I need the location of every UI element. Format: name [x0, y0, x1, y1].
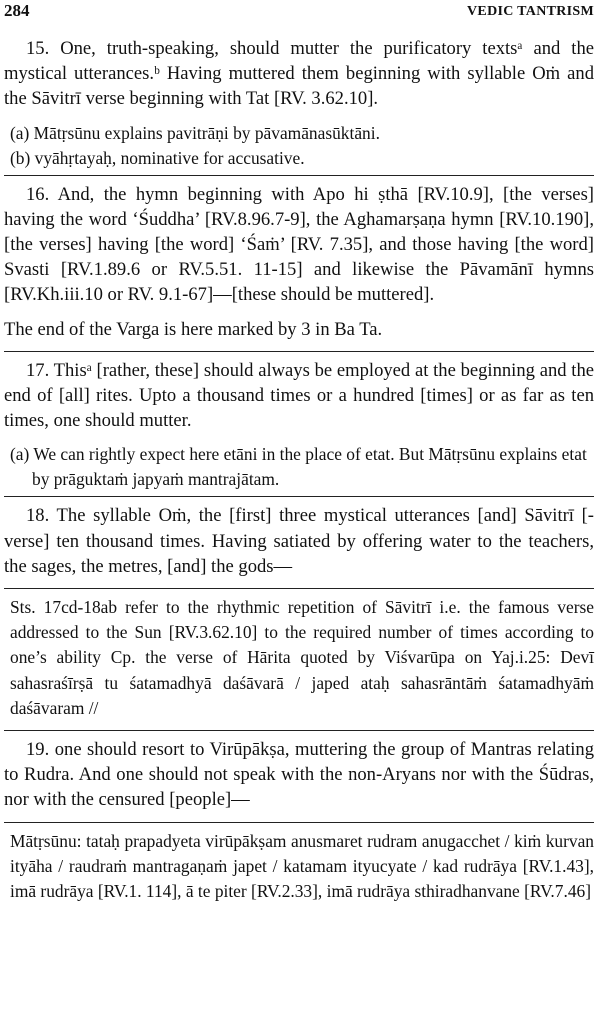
commentary-18: Sts. 17cd-18ab refer to the rhythmic repetition of Sāvitrī i.e. the famous verse addressed to the Sun [RV.3.62.10] to the required number of times according to one’s ability Cp. the verse of Hārita quoted by Viśvarūpa on Yaj.i.25: Devī sahasraśīrṣā tu śatamadhyā daśāvarā / japed ataḥ sahasrāntāṁ śatamadhyāṁ daśāvaram //	[10, 597, 594, 718]
footnote-15b: (b) vyāhṛtayaḥ, nominative for accusative.	[10, 147, 305, 168]
verse-19: 19. one should resort to Virūpākṣa, muttering the group of Mantras relating to Rudra. And one should not speak with the non-Aryans nor with the Śūdras, nor with the censured [people]—	[4, 739, 594, 811]
page-body	[4, 36, 594, 913]
running-title: VEDIC TANTRISM	[467, 4, 594, 19]
verse-15: 15. One, truth-speaking, should mutter the purificatory textsᵃ and the mystical utterances.ᵇ Having muttered them beginning with syllable Oṁ and the Sāvitrī verse beginning with Tat [RV. 3.62.10].	[4, 38, 594, 110]
section-divider	[4, 351, 594, 352]
page-number: 284	[4, 1, 30, 20]
varga-note: The end of the Varga is here marked by 3 in Ba Ta.	[4, 318, 383, 340]
page-header	[4, 0, 594, 24]
verse-18: 18. The syllable Oṁ, the [first] three mystical utterances [and] Sāvitrī [-verse] ten thousand times. Having satiated by offering water to the teachers, the sages, the metres, [and] the gods—	[4, 505, 594, 577]
commentary-19: Mātṛsūnu: tataḥ prapadyeta virūpākṣam anusmaret rudram anugacchet / kiṁ kurvan ityāha / raudraṁ mantragaṇaṁ japet / katamam ityucyate / kad rudrāya [RV.1.43], imā rudrāya [RV.1. 114], ā te piter [RV.2.33], imā rudrāya sthiradhanvane [RV.7.46]	[10, 830, 594, 902]
section-divider	[4, 822, 594, 823]
footnote-15a: (a) Mātṛsūnu explains pavitrāṇi by pāvamānasūktāni.	[10, 122, 380, 143]
section-divider	[4, 496, 594, 497]
section-divider	[4, 730, 594, 731]
verse-17: 17. Thisᵃ [rather, these] should always be employed at the beginning and the end of [all] rites. Upto a thousand times or a hundred [times] or as far as ten times, one should mutter.	[4, 359, 594, 432]
section-divider	[4, 175, 594, 176]
verse-16: 16. And, the hymn beginning with Apo hi ṣthā [RV.10.9], [the verses] having the word ‘Śuddha’ [RV.8.96.7-9], the Aghamarṣaṇa hymn [RV.10.190], [the verses] having [the word] ‘Śaṁ’ [RV. 7.35], and those having [the word] Svasti [RV.1.89.6 or RV.5.51. 11-15] and likewise the Pāvamānī hymns [RV.Kh.iii.10 or RV. 9.1-67]—[these should be muttered].	[4, 183, 594, 306]
footnote-17a: (a) We can rightly expect here etāni in the place of etat. But Mātṛsūnu explains etat by prāguktaṁ japyaṁ mantrajātam.	[10, 444, 587, 490]
section-divider	[4, 588, 594, 589]
